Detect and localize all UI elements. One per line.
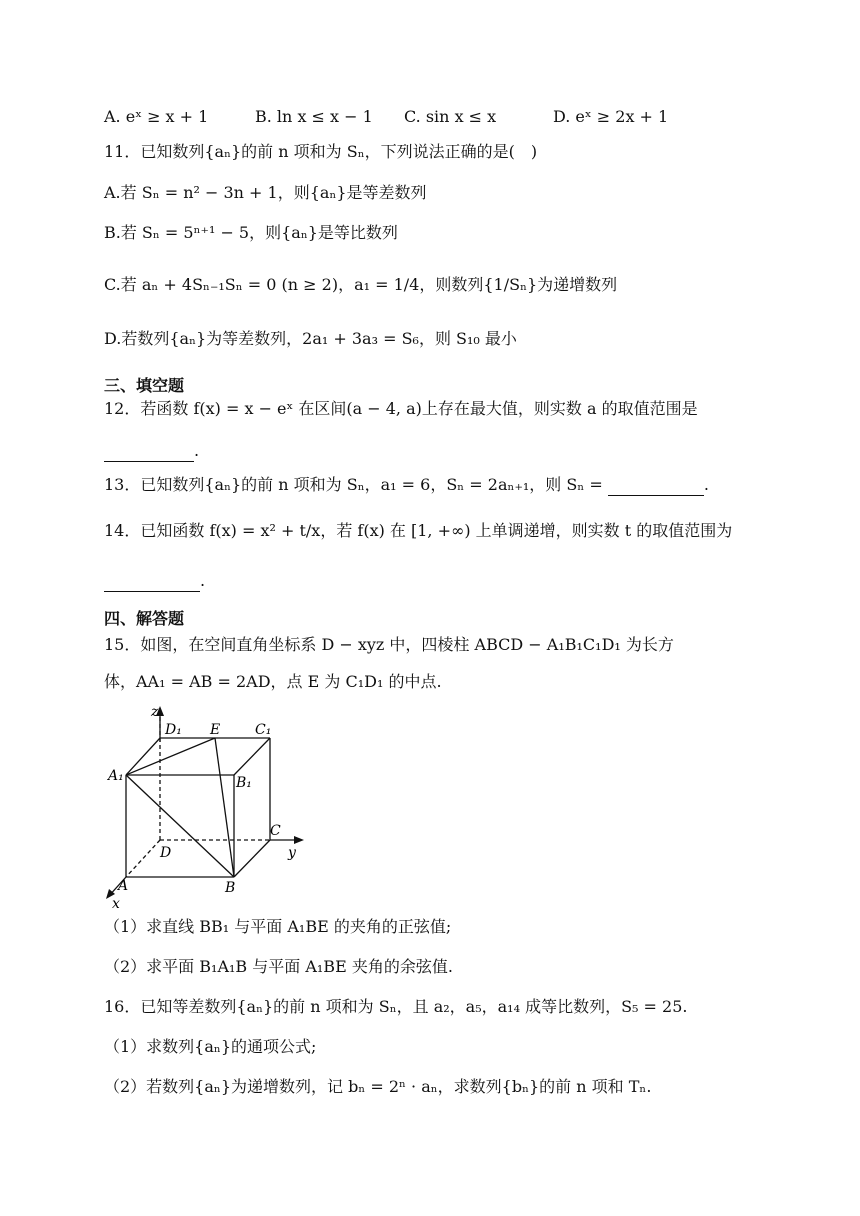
label-a1: A₁ [108, 768, 124, 784]
label-z: z [151, 704, 159, 720]
q12-answer-line: . [104, 440, 199, 462]
q10-option-c: C. sin x ≤ x [404, 107, 497, 126]
q10-option-a: A. eˣ ≥ x + 1 [104, 107, 209, 126]
q10-option-b: B. ln x ≤ x − 1 [255, 107, 373, 126]
section-4-heading: 四、解答题 [104, 609, 185, 628]
edge-c1b1 [234, 738, 270, 775]
label-b1: B₁ [236, 775, 252, 791]
segment-eb [215, 738, 234, 877]
y-axis-arrow [294, 836, 304, 844]
q15-part-1: （1）求直线 BB₁ 与平面 A₁BE 的夹角的正弦值; [104, 917, 452, 936]
q13-text: 13．已知数列{aₙ}的前 n 项和为 Sₙ，a₁ = 6，Sₙ = 2aₙ₊₁，则 Sₙ = . [104, 475, 709, 494]
answer-blank[interactable] [104, 445, 194, 462]
label-x: x [112, 896, 120, 912]
label-a: A [118, 878, 129, 894]
label-d: D [160, 845, 172, 861]
segment-a1b [126, 775, 234, 877]
q11-option-a: A.若 Sₙ = n² − 3n + 1，则{aₙ}是等差数列 [104, 183, 427, 202]
q14-text: 14．已知函数 f(x) = x² + t/x，若 f(x) 在 [1, +∞) 上单调递增，则实数 t 的取值范围为 [104, 521, 733, 540]
q16-part-2: （2）若数列{aₙ}为递增数列，记 bₙ = 2ⁿ · aₙ，求数列{bₙ}的前 n 项和 Tₙ. [104, 1077, 652, 1096]
q16-part-1: （1）求数列{aₙ}的通项公式; [104, 1037, 317, 1056]
q15-part-2: （2）求平面 B₁A₁B 与平面 A₁BE 夹角的余弦值. [104, 957, 453, 976]
label-c1: C₁ [255, 722, 272, 738]
edge-cb [234, 840, 270, 877]
label-e: E [210, 722, 221, 738]
q15-line-1: 15．如图，在空间直角坐标系 D − xyz 中，四棱柱 ABCD − A₁B₁C₁D₁ 为长方 [104, 635, 674, 654]
q15-line-2: 体，AA₁ = AB = 2AD，点 E 为 C₁D₁ 的中点. [104, 672, 442, 691]
q16-stem: 16．已知等差数列{aₙ}的前 n 项和为 Sₙ，且 a₂，a₅，a₁₄ 成等比数列，S₅ = 25. [104, 997, 688, 1016]
answer-blank[interactable] [104, 575, 200, 592]
cuboid-figure [104, 702, 334, 912]
label-y: y [288, 845, 296, 861]
answer-blank[interactable] [608, 479, 704, 496]
q14-answer-line: . [104, 570, 205, 592]
edge-d1a1 [126, 738, 160, 775]
label-c: C [270, 823, 281, 839]
q11-option-d: D.若数列{aₙ}为等差数列，2a₁ + 3a₃ = S₆，则 S₁₀ 最小 [104, 329, 517, 348]
q11-stem: 11．已知数列{aₙ}的前 n 项和为 Sₙ，下列说法正确的是( ) [104, 142, 538, 161]
segment-a1e [126, 738, 215, 775]
q11-option-c: C.若 aₙ + 4Sₙ₋₁Sₙ = 0 (n ≥ 2)，a₁ = 1/4，则数列{1/Sₙ}为递增数列 [104, 275, 618, 294]
section-3-heading: 三、填空题 [104, 376, 185, 395]
q10-option-d: D. eˣ ≥ 2x + 1 [553, 107, 669, 126]
x-axis-hidden [126, 840, 160, 877]
q11-option-b: B.若 Sₙ = 5ⁿ⁺¹ − 5，则{aₙ}是等比数列 [104, 223, 398, 242]
q12-text: 12．若函数 f(x) = x − eˣ 在区间(a − 4, a)上存在最大值，则实数 a 的取值范围是 [104, 399, 698, 418]
label-d1: D₁ [165, 722, 182, 738]
label-b: B [225, 880, 236, 896]
